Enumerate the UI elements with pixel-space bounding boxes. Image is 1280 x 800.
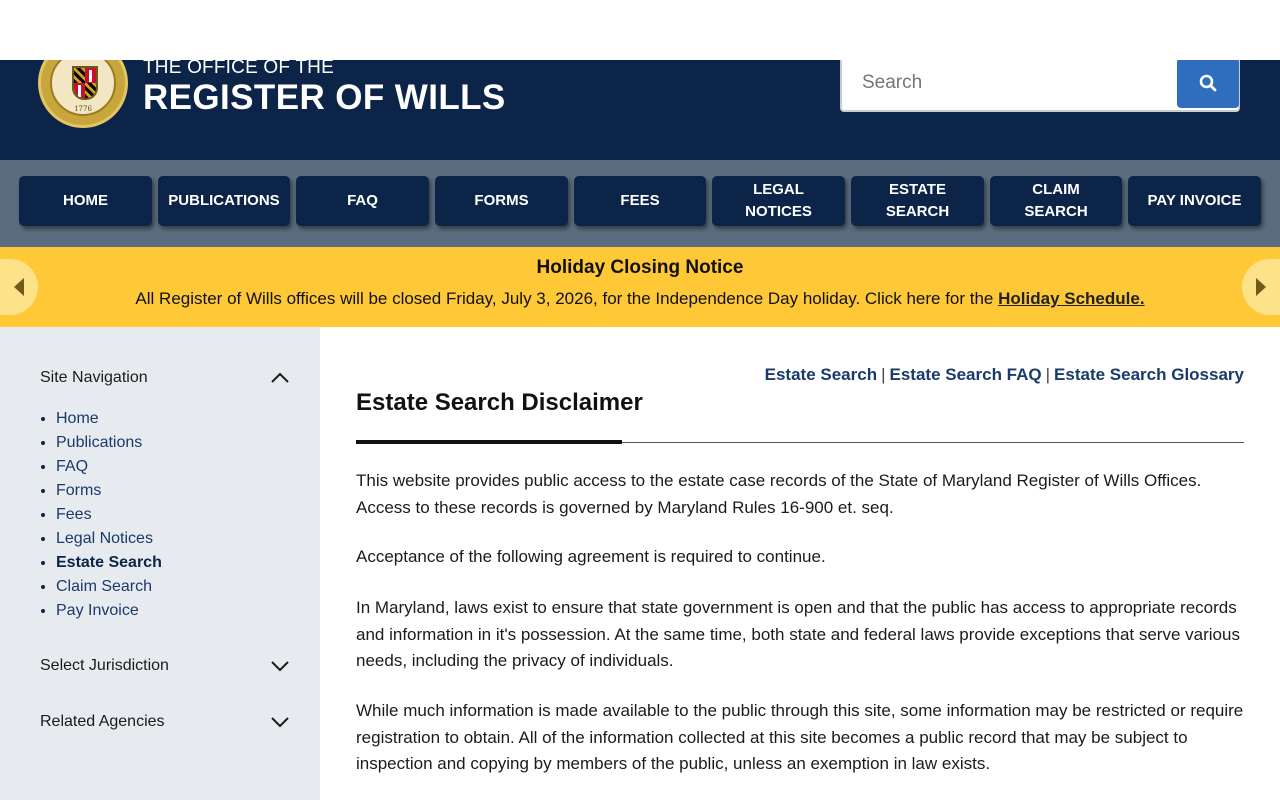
chevron-down-icon [270, 660, 290, 672]
maryland-shield-icon [72, 66, 98, 100]
sidebar-link-legal-notices[interactable]: Legal Notices [56, 530, 153, 547]
breadcrumb-separator: | [881, 365, 886, 384]
breadcrumb-separator: | [1045, 365, 1051, 384]
breadcrumb-estate-search-glossary[interactable]: Estate Search Glossary [1054, 365, 1244, 384]
top-strip [0, 0, 1280, 60]
chevron-up-icon [270, 372, 290, 384]
search-input[interactable] [842, 60, 1177, 108]
nav-legal-notices[interactable]: LEGAL NOTICES [712, 176, 845, 226]
sidebar-item-pay-invoice [56, 599, 162, 623]
brand-subtitle: THE OFFICE OF THE [143, 60, 334, 78]
sidebar-link-fees[interactable]: Fees [56, 506, 92, 523]
site-navigation-toggle[interactable] [40, 364, 290, 392]
holiday-schedule-link[interactable]: Holiday Schedule. [998, 289, 1145, 308]
sidebar-item-home [56, 407, 162, 431]
nav-faq[interactable]: FAQ [296, 176, 429, 226]
notice-text [0, 289, 1280, 309]
site-header [0, 60, 1280, 160]
sidebar-item-estate-search [56, 551, 162, 575]
nav-publications[interactable]: PUBLICATIONS [158, 176, 290, 226]
sidebar-link-home[interactable]: Home [56, 410, 99, 427]
disclaimer-paragraph: In Maryland, laws exist to ensure that state government is open and that the public has access to appropriate records and information in it's possession. At the same time, both state and federal laws provide exceptions that serve various needs, including the privacy of individuals. [356, 598, 1240, 670]
nav-claim-search[interactable]: CLAIM SEARCH [990, 176, 1122, 226]
sidebar-item-forms [56, 479, 162, 503]
seal-inner [50, 60, 116, 116]
chevron-down-icon [270, 716, 290, 728]
related-agencies-toggle[interactable] [40, 708, 290, 736]
nav-estate-search[interactable]: ESTATE SEARCH [851, 176, 984, 226]
site-navigation-label: Site Navigation [40, 369, 148, 386]
title-divider-accent [356, 440, 622, 444]
sidebar-link-estate-search[interactable]: Estate Search [56, 554, 162, 571]
sidebar-link-claim-search[interactable]: Claim Search [56, 578, 153, 595]
disclaimer-paragraph: This website provides public access to the estate case records of the State of Maryland Register of Wills Offices. Access to these records is governed by Maryland Rules 16-900 et. seq. [356, 471, 1202, 517]
search-box [840, 60, 1240, 112]
select-jurisdiction-label: Select Jurisdiction [40, 657, 169, 674]
nav-pay-invoice[interactable]: PAY INVOICE [1128, 176, 1261, 226]
sidebar-item-fees [56, 503, 162, 527]
sidebar-item-faq [56, 455, 162, 479]
disclaimer-paragraph: Acceptance of the following agreement is required to continue. [356, 547, 826, 566]
seal-year: 1776 [74, 105, 92, 113]
sidebar [0, 327, 320, 800]
breadcrumb [765, 365, 1244, 385]
search-icon [1199, 74, 1217, 92]
nav-fees[interactable]: FEES [574, 176, 706, 226]
sidebar-link-publications[interactable]: Publications [56, 434, 143, 451]
main-nav [0, 160, 1280, 247]
main-content [320, 327, 1280, 800]
sidebar-item-claim-search [56, 575, 162, 599]
nav-forms[interactable]: FORMS [435, 176, 568, 226]
nav-home[interactable]: HOME [19, 176, 152, 226]
breadcrumb-estate-search[interactable]: Estate Search [764, 365, 878, 384]
select-jurisdiction-toggle[interactable] [40, 652, 290, 680]
sidebar-nav-list [56, 407, 162, 623]
sidebar-link-pay-invoice[interactable]: Pay Invoice [56, 602, 139, 619]
caret-right-icon [1255, 277, 1267, 297]
page-title: Estate Search Disclaimer [356, 389, 643, 416]
search-button[interactable] [1177, 60, 1239, 108]
sidebar-item-legal-notices [56, 527, 162, 551]
disclaimer-paragraph: While much information is made available to the public through this site, some information may be restricted or require registration to obtain. All of the information collected at this site becomes a public record that may be subject to inspection and copying by members of the public, unless an exemption in law exists. [356, 701, 1244, 773]
state-seal-logo[interactable] [38, 60, 128, 128]
brand-title[interactable]: REGISTER OF WILLS [143, 78, 506, 117]
breadcrumb-estate-search-faq[interactable]: Estate Search FAQ [889, 365, 1042, 384]
sidebar-item-publications [56, 431, 162, 455]
notice-message: All Register of Wills offices will be closed Friday, July 3, 2026, for the Independence Day holiday. Click here for the [135, 289, 999, 308]
holiday-notice-banner [0, 247, 1280, 327]
sidebar-link-forms[interactable]: Forms [56, 482, 102, 499]
related-agencies-label: Related Agencies [40, 713, 165, 730]
notice-title: Holiday Closing Notice [536, 257, 744, 278]
sidebar-link-faq[interactable]: FAQ [56, 458, 89, 475]
